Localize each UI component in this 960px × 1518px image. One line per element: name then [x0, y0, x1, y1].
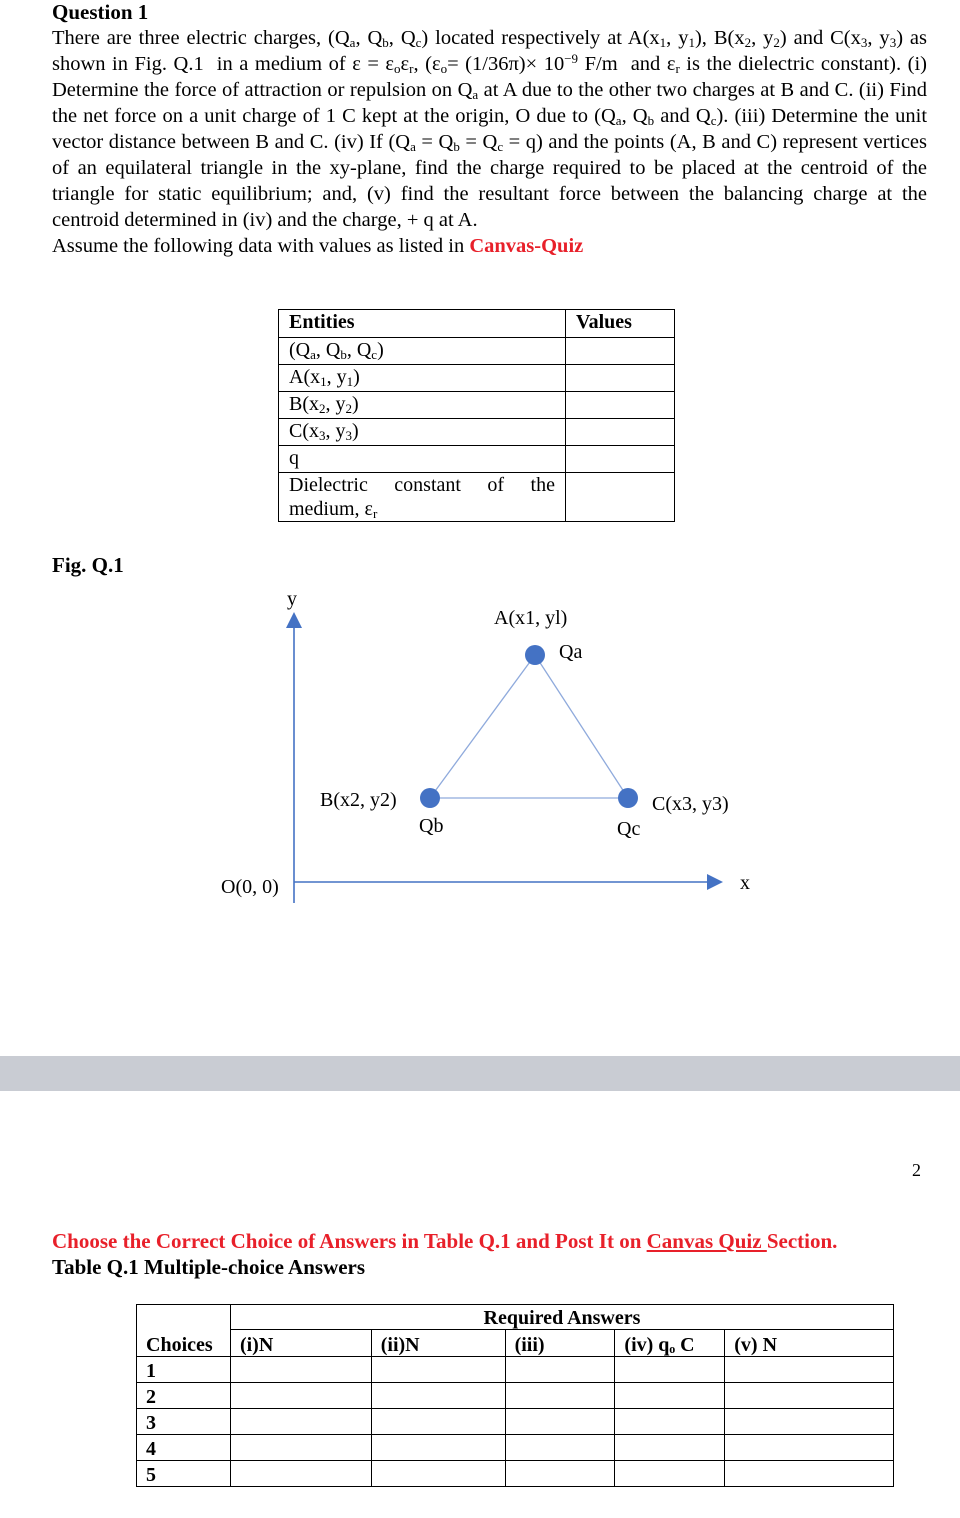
answer-cell — [371, 1461, 505, 1487]
answer-cell — [230, 1461, 371, 1487]
entity-cell: $B(x_2$, $y_2$) — [279, 392, 566, 419]
question-body — [52, 25, 927, 259]
required-answers-header: Required Answers — [230, 1305, 893, 1330]
answer-cell — [230, 1383, 371, 1409]
answer-cell — [371, 1383, 505, 1409]
answer-cell — [371, 1409, 505, 1435]
answer-cell — [505, 1409, 615, 1435]
page-separator — [0, 1056, 960, 1091]
value-cell — [566, 338, 675, 365]
entities-header: Entities — [279, 310, 566, 338]
answer-cell — [615, 1461, 725, 1487]
answer-cell — [615, 1409, 725, 1435]
entities-table — [278, 309, 675, 522]
value-cell — [566, 365, 675, 392]
table-row — [137, 1383, 894, 1409]
answer-cell — [230, 1435, 371, 1461]
point-b-label: B(x2, y2) — [320, 789, 397, 811]
charge-c-label: Qc — [617, 818, 641, 840]
answer-cell — [615, 1383, 725, 1409]
answer-cell — [505, 1357, 615, 1383]
answer-cell — [371, 1357, 505, 1383]
table-row — [279, 446, 675, 473]
table-caption: Table Q.1 Multiple-choice Answers — [52, 1255, 366, 1279]
answers-table — [136, 1304, 894, 1487]
column-header: (iii) — [505, 1330, 615, 1357]
answer-cell — [725, 1435, 894, 1461]
choices-header-spacer — [137, 1305, 231, 1330]
table-row — [279, 419, 675, 446]
column-header: (ii)N — [371, 1330, 505, 1357]
answer-cell — [371, 1435, 505, 1461]
column-header: (v) N — [725, 1330, 894, 1357]
column-header: (i)N — [230, 1330, 371, 1357]
value-cell — [566, 392, 675, 419]
entity-cell: $C(x_3$, $y_3$) — [279, 419, 566, 446]
answer-cell — [230, 1357, 371, 1383]
choice-number: 1 — [137, 1357, 231, 1383]
answer-cell — [505, 1461, 615, 1487]
entity-cell: q — [279, 446, 566, 473]
answer-cell — [725, 1383, 894, 1409]
instruction-text — [52, 1229, 837, 1254]
choices-header: Choices — [137, 1330, 231, 1357]
x-axis-label: x — [740, 872, 750, 894]
question-text: There are three electric charges, ($Q_a$, $Q_b$, $Q_c$) located respectively at $A(x_1$, $y_1$), $B(x_2$, $y_2$) and $C(x_3$, $y_3$) as shown in Fig. Q.1 in a medium of $\varepsilon = \varepsilon_o\varepsilon_r$, ($\varepsilon_o= (1/36\pi)\times 10^{-9}$ F/m and $\varepsilon_r$ is the dielectric constant). (i) Determine the force of attraction or repulsion on $Q_a$ at A due to the other two charges at B and C. (ii) Find the net force on a unit charge of 1 C kept at the origin, O due to ($Q_a$, $Q_b$ and $Q_c$). (iii) Determine the unit vector distance between B and C. (iv) If $(Q_a = Q_b = Q_c = q)$ and the points (A, B and C) represent vertices of an equilateral triangle in the xy-plane, find the charge required to be placed at the centroid of the triangle for static equilibrium; and, (v) find the resultant force between the balancing charge at the centroid determined in (iv) and the charge, + q at A. — [52, 27, 928, 231]
choice-number: 3 — [137, 1409, 231, 1435]
value-cell — [566, 473, 675, 522]
choice-number: 5 — [137, 1461, 231, 1487]
table-row — [279, 473, 675, 522]
instruction-suffix: Section. — [766, 1229, 838, 1253]
value-cell — [566, 446, 675, 473]
answer-cell — [505, 1435, 615, 1461]
charge-a-label: Qa — [559, 641, 583, 663]
entity-cell: Dielectric constant of the medium, $\varepsilon_r$ — [279, 473, 566, 522]
entity-cell: ($Q_a$, $Q_b$, $Q_c$) — [279, 338, 566, 365]
edge-ac — [535, 655, 628, 798]
answer-cell — [725, 1461, 894, 1487]
point-c-label: C(x3, y3) — [652, 793, 729, 815]
table-row — [279, 365, 675, 392]
values-header: Values — [566, 310, 675, 338]
table-row — [137, 1461, 894, 1487]
question-title: Question 1 — [52, 0, 149, 24]
column-header: (iv) qₒ C — [615, 1330, 725, 1357]
charge-b-node — [420, 788, 440, 808]
point-a-label: A(x1, yl) — [494, 607, 568, 629]
charge-b-label: Qb — [419, 815, 444, 837]
answer-cell — [505, 1383, 615, 1409]
table-row — [279, 338, 675, 365]
choice-number: 4 — [137, 1435, 231, 1461]
canvas-quiz-highlight: Canvas-Quiz — [469, 235, 584, 257]
answer-cell — [615, 1357, 725, 1383]
origin-label: O(0, 0) — [221, 876, 279, 898]
charge-a-node — [525, 645, 545, 665]
answer-cell — [615, 1435, 725, 1461]
y-axis-label: y — [287, 588, 297, 610]
choice-number: 2 — [137, 1383, 231, 1409]
entity-cell: $A(x_1$, $y_1$) — [279, 365, 566, 392]
value-cell — [566, 419, 675, 446]
answer-cell — [230, 1409, 371, 1435]
instruction-prefix: Choose the Correct Choice of Answers in Table Q.1 and Post It on — [52, 1229, 647, 1253]
table-row — [137, 1435, 894, 1461]
answer-cell — [725, 1357, 894, 1383]
canvas-quiz-link[interactable]: Canvas Quiz — [646, 1229, 767, 1253]
answer-cell — [725, 1409, 894, 1435]
edge-ab — [430, 655, 535, 798]
charge-c-node — [618, 788, 638, 808]
table-row — [137, 1357, 894, 1383]
charge-diagram — [0, 580, 960, 910]
assume-text: Assume the following data with values as listed in — [52, 235, 470, 257]
page-number: 2 — [912, 1160, 921, 1180]
table-row — [137, 1409, 894, 1435]
figure-label: Fig. Q.1 — [52, 553, 124, 577]
table-row — [279, 392, 675, 419]
